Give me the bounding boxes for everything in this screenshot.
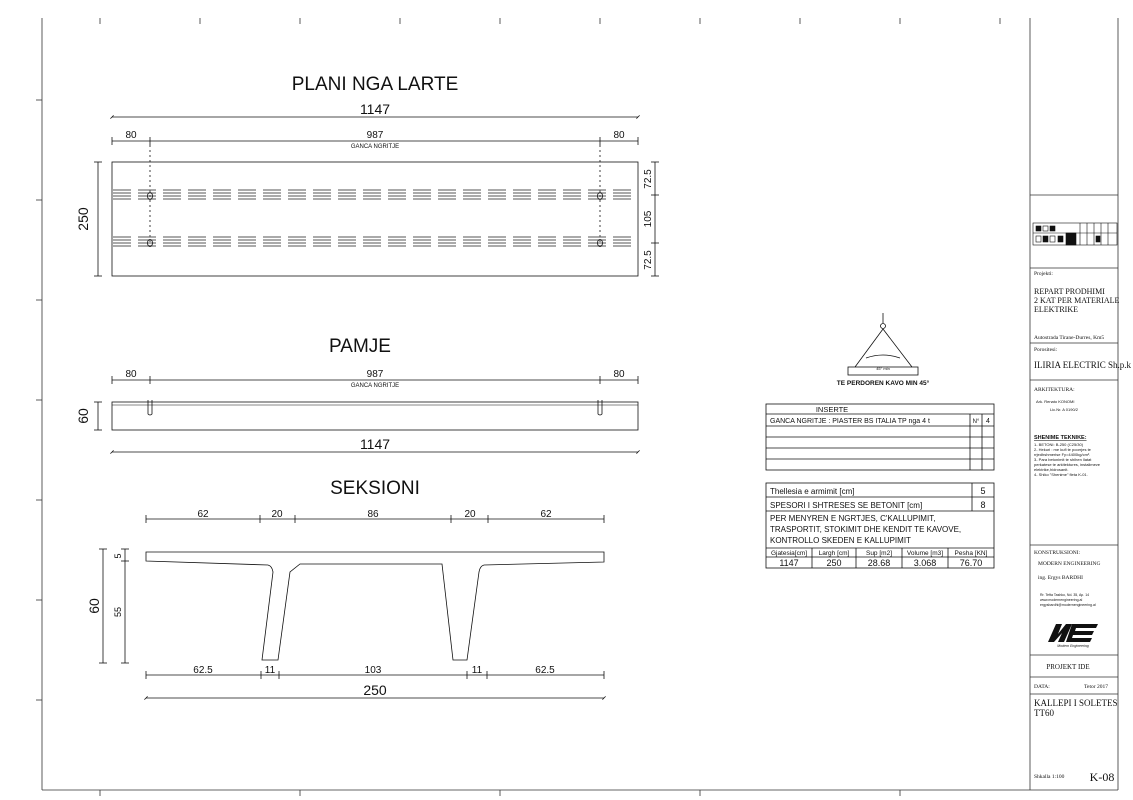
inserts-n-label: N° bbox=[972, 419, 980, 425]
elevation-end-left: 80 bbox=[125, 369, 137, 380]
architect-name: Ark. Renato KONOMI bbox=[1036, 399, 1075, 404]
projekt-ide: PROJEKT IDE bbox=[1046, 663, 1090, 671]
firm-logo bbox=[1048, 624, 1098, 642]
plan-right-bottom: 72.5 bbox=[643, 250, 654, 270]
sheet-number: K-08 bbox=[1089, 770, 1115, 784]
sheet-frame bbox=[36, 18, 1118, 796]
spec-col-header: Volume [m3] bbox=[906, 550, 944, 557]
elevation-title: PAMJE bbox=[329, 336, 391, 357]
architect-license: Lic.Nr. A 0190/2 bbox=[1050, 407, 1079, 412]
rib-stripes bbox=[113, 190, 631, 246]
section-top-dim: 20 bbox=[464, 509, 476, 520]
tt-section-outline bbox=[146, 552, 604, 660]
section-bottom-dim: 11 bbox=[471, 665, 483, 676]
client-label: Porositesi: bbox=[1034, 347, 1058, 353]
plan-middle-note: GANCA NGRITJE bbox=[350, 144, 400, 150]
lifting-caption: TE PERDOREN KAVO MIN 45° bbox=[836, 380, 930, 387]
engineer-name: ing. Ergys BARDHI bbox=[1038, 575, 1083, 581]
date-label: DATA: bbox=[1034, 684, 1050, 690]
spec-col-value: 28.68 bbox=[867, 558, 891, 568]
firm-address: www.modernengineering.al bbox=[1040, 598, 1083, 602]
client-name: ILIRIA ELECTRIC Sh.p.k bbox=[1034, 360, 1131, 370]
elevation-view bbox=[75, 336, 638, 452]
scale-label: Shkalla 1:100 bbox=[1034, 774, 1065, 780]
section-top-dim: 62 bbox=[540, 509, 552, 520]
elevation-total-length: 1147 bbox=[359, 436, 391, 452]
technical-note-line: elektrike,hidrosanit. bbox=[1034, 467, 1069, 472]
technical-note-line: 3- Para betonimit te shihen llatat bbox=[1034, 457, 1092, 462]
lifting-anchors-plan bbox=[148, 193, 603, 247]
section-bottom-dim: 62.5 bbox=[535, 665, 555, 676]
project-line: 2 KAT PER MATERIALE bbox=[1034, 296, 1120, 305]
specs-table bbox=[766, 483, 994, 568]
date-value: Tetor 2017 bbox=[1084, 684, 1108, 690]
title-block bbox=[1030, 195, 1131, 784]
spec-col-header: Gjatesia[cm] bbox=[770, 550, 808, 557]
plan-end-left: 80 bbox=[125, 130, 137, 141]
section-top-dim: 20 bbox=[271, 509, 283, 520]
inserts-table bbox=[766, 404, 994, 470]
technical-notes bbox=[1034, 442, 1101, 477]
spec-note-line: KONTROLLO SKEDEN E KALLUPIMIT bbox=[770, 536, 911, 545]
plan-title: PLANI NGA LARTE bbox=[291, 74, 459, 95]
lifting-sketch bbox=[837, 313, 930, 387]
firm-address: Rr. Tefta Tashko, Nd. 35, Ap. 14 bbox=[1040, 593, 1090, 597]
plan-right-top: 72.5 bbox=[643, 169, 654, 189]
elevation-height: 60 bbox=[75, 408, 91, 424]
section-total-width: 250 bbox=[363, 682, 387, 698]
project-line: REPART PRODHIMI bbox=[1034, 287, 1105, 296]
section-web-height: 55 bbox=[113, 606, 123, 618]
sheet-title-line: TT60 bbox=[1034, 708, 1054, 718]
spec-col-value: 1147 bbox=[779, 558, 799, 568]
section-top-dim: 62 bbox=[197, 509, 209, 520]
section-top-dims bbox=[197, 509, 552, 520]
spec-col-value: 76.70 bbox=[959, 558, 983, 568]
spec-col-header: Largh [cm] bbox=[818, 550, 850, 557]
firm-address: ergysbardhi@modernengineering.al bbox=[1040, 603, 1096, 607]
firm-name: MODERN ENGINEERING bbox=[1038, 561, 1101, 567]
sheet-title-line: KALLEPI I SOLETES bbox=[1034, 698, 1118, 708]
spec-value-concrete: 8 bbox=[980, 500, 986, 510]
spec-value-depth: 5 bbox=[980, 486, 986, 496]
section-view bbox=[86, 478, 604, 698]
project-location: Autostrada Tirane-Durres, Km5 bbox=[1034, 335, 1105, 341]
section-left-height: 60 bbox=[86, 598, 102, 614]
inserts-n-value: 4 bbox=[986, 418, 990, 425]
notes-title: SHENIME TEKNIKE: bbox=[1034, 435, 1087, 441]
architecture-label: ARKITEKTURA: bbox=[1034, 387, 1075, 393]
building-thumbnail bbox=[1033, 223, 1117, 245]
plan-right-mid: 105 bbox=[643, 210, 654, 228]
projekt-label: Projekti: bbox=[1034, 271, 1053, 277]
construction-label: KONSTRUKSIONI: bbox=[1034, 550, 1081, 556]
elevation-middle-note: GANCA NGRITJE bbox=[350, 383, 400, 389]
section-bottom-dim: 62.5 bbox=[193, 665, 213, 676]
technical-note-line: rrjedhshmerise Fy=4400kg/cm². bbox=[1034, 452, 1091, 457]
plan-total-length: 1147 bbox=[359, 101, 391, 117]
technical-note-line: 4- Shiko "Shenime" fleta K-01. bbox=[1034, 472, 1088, 477]
elevation-middle: 987 bbox=[366, 369, 384, 380]
section-bottom-dim: 11 bbox=[264, 665, 276, 676]
spec-label-depth: Thellesia e armimit [cm] bbox=[770, 487, 855, 496]
plan-middle: 987 bbox=[366, 130, 384, 141]
lifting-angle-label: 45° min bbox=[876, 366, 890, 371]
elevation-end-right: 80 bbox=[613, 369, 625, 380]
inserts-row-label: GANCA NGRITJE : PIASTER BS ITALIA TP nga 4 t bbox=[770, 418, 930, 425]
technical-note-line: 1- BETONI: B-250 (C25/30) bbox=[1034, 442, 1084, 447]
spec-col-header: Sup [m2] bbox=[865, 550, 893, 557]
inserts-header: INSERTE bbox=[815, 405, 849, 414]
project-line: ELEKTRIKE bbox=[1034, 305, 1078, 314]
technical-note-line: 2- Hekuri : me kufi te poorrjes te bbox=[1034, 447, 1091, 452]
plan-width: 250 bbox=[75, 207, 91, 231]
spec-note-line: TRASPORTIT, STOKIMIT DHE KENDIT TE KAVOVE, bbox=[770, 525, 962, 534]
spec-col-value: 3.068 bbox=[913, 558, 937, 568]
technical-note-line: perkatese te arkitektures, instalimeve bbox=[1034, 462, 1101, 467]
section-bottom-dims bbox=[193, 665, 555, 676]
spec-col-value: 250 bbox=[826, 558, 842, 568]
logo-caption: Modern Engineering bbox=[1057, 644, 1089, 648]
spec-note-line: PER MENYREN E NGRTJES, C'KALLUPIMIT, bbox=[770, 514, 936, 523]
spec-label-concrete: SPESORI I SHTRESES SE BETONIT [cm] bbox=[770, 501, 923, 510]
plan-view bbox=[75, 74, 659, 276]
section-top-dim: 86 bbox=[367, 509, 379, 520]
section-bottom-dim: 103 bbox=[364, 665, 382, 676]
plan-end-right: 80 bbox=[613, 130, 625, 141]
section-title: SEKSIONI bbox=[330, 478, 420, 499]
spec-col-header: Pesha [KN] bbox=[954, 550, 988, 557]
section-flange-thickness: 5 bbox=[113, 553, 123, 559]
